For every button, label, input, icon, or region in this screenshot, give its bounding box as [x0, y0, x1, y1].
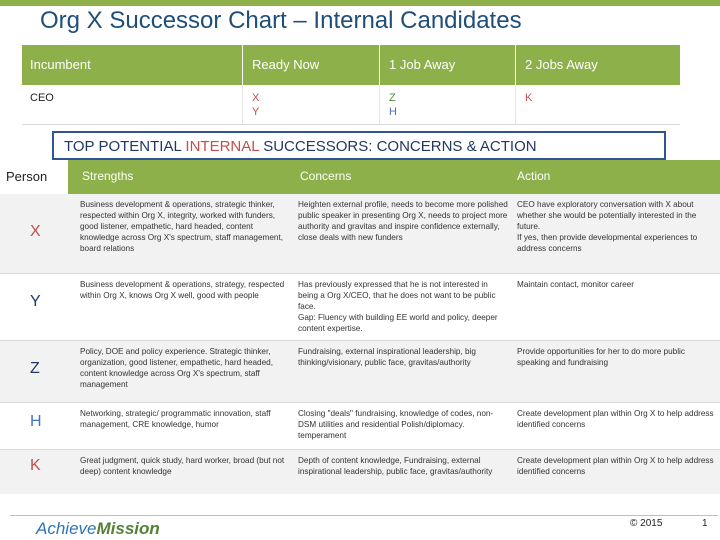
action-cell: CEO have exploratory conversation with X about whether she would be potentially interested in the future. If yes, then provide developmental experiences to address concerns	[517, 200, 698, 253]
column-divider	[379, 85, 380, 124]
strengths-cell: Networking, strategic/ programmatic innovation, staff management, CRE knowledge, humor	[80, 409, 271, 429]
table-row	[0, 194, 720, 274]
person-name: K	[30, 457, 41, 474]
concerns-action-table	[0, 160, 720, 494]
strengths-cell: Business development & operations, strategic thinker, respected within Org X, integrity, worked with funders, good listener, empathetic, hard headed, content knowledge across Org X's spectrum, staff management, board relations	[80, 200, 284, 253]
column-divider	[242, 85, 243, 124]
ready-now-candidates	[252, 85, 372, 124]
header-person: Person	[0, 160, 68, 194]
page-title: Org X Successor Chart – Internal Candidates	[40, 7, 522, 34]
table-header-row	[0, 160, 720, 194]
section-title-prefix: TOP POTENTIAL	[64, 138, 186, 155]
strengths-cell: Great judgment, quick study, hard worker, broad (but not deep) content knowledge	[80, 456, 285, 476]
column-divider	[242, 45, 243, 85]
summary-row-ceo	[22, 85, 680, 125]
section-title-suffix: SUCCESSORS: CONCERNS & ACTION	[259, 138, 537, 155]
header-two-jobs-away: 2 Jobs Away	[525, 57, 598, 72]
column-divider	[379, 45, 380, 85]
candidate-k: K	[525, 92, 533, 104]
logo-text-mission: Mission	[96, 519, 160, 538]
achievemission-logo	[36, 519, 160, 539]
table-row	[0, 341, 720, 403]
action-cell: Create development plan within Org X to help address identified concerns	[517, 456, 714, 476]
concerns-cell: Depth of content knowledge, Fundraising, external inspirational leadership, public face, gravitas/authority	[298, 456, 493, 476]
header-bar	[68, 160, 720, 194]
candidate-x: X	[252, 92, 260, 104]
action-cell: Provide opportunities for her to do more public speaking and fundraising	[517, 347, 685, 367]
strengths-cell: Policy, DOE and policy experience. Strategic thinker, organization, good listener, empathetic, hard headed, content knowledge across Org X's spectrum, staff management	[80, 347, 273, 389]
header-one-job-away: 1 Job Away	[389, 57, 456, 72]
section-title-box	[52, 131, 666, 160]
action-cell: Create development plan within Org X to help address identified concerns	[517, 409, 714, 429]
top-accent-stripe	[0, 0, 720, 6]
column-divider	[515, 85, 516, 124]
copyright-text: © 2015	[630, 518, 663, 529]
one-job-away-candidates	[389, 85, 509, 124]
footer-divider	[10, 515, 718, 516]
header-concerns: Concerns	[300, 169, 352, 183]
page-number: 1	[702, 518, 708, 529]
person-name: H	[30, 413, 42, 430]
candidate-y: Y	[252, 106, 260, 118]
table-row	[0, 450, 720, 494]
person-name: X	[30, 223, 41, 240]
person-name: Y	[30, 293, 41, 310]
concerns-cell: Fundraising, external inspirational leadership, big thinking/visionary, public face, gravitas/authority	[298, 347, 476, 367]
candidate-h: H	[389, 106, 397, 118]
table-row	[0, 403, 720, 450]
concerns-cell: Closing "deals" fundraising, knowledge of codes, non-DSM utilities and residential Polish/diplomacy. temperament	[298, 409, 494, 440]
concerns-cell: Heighten external profile, needs to become more polished public speaker in presenting Org X, needs to project more authority and gravitas and inspire confidence externally, close deals with new funders	[298, 200, 508, 242]
column-divider	[515, 45, 516, 85]
person-name: Z	[30, 360, 40, 377]
section-title-highlight: INTERNAL	[185, 138, 260, 155]
succession-summary-table	[22, 45, 680, 125]
summary-header-row	[22, 45, 680, 85]
logo-text-achieve: Achieve	[36, 519, 97, 538]
header-ready-now: Ready Now	[252, 57, 320, 72]
concerns-cell: Has previously expressed that he is not interested in being a Org X/CEO, that he does not want to be public face. Gap: Fluency with building EE world and policy, deeper content expertise.	[298, 280, 498, 333]
candidate-z: Z	[389, 92, 396, 104]
action-cell: Maintain contact, monitor career	[517, 280, 634, 289]
header-incumbent: Incumbent	[30, 57, 91, 72]
table-row	[0, 274, 720, 341]
two-jobs-away-candidates	[525, 85, 665, 124]
strengths-cell: Business development & operations, strategy, respected within Org X, knows Org X well, good with people	[80, 280, 285, 300]
header-action: Action	[517, 169, 551, 183]
header-strengths: Strengths	[82, 169, 134, 183]
incumbent-value: CEO	[30, 92, 54, 104]
